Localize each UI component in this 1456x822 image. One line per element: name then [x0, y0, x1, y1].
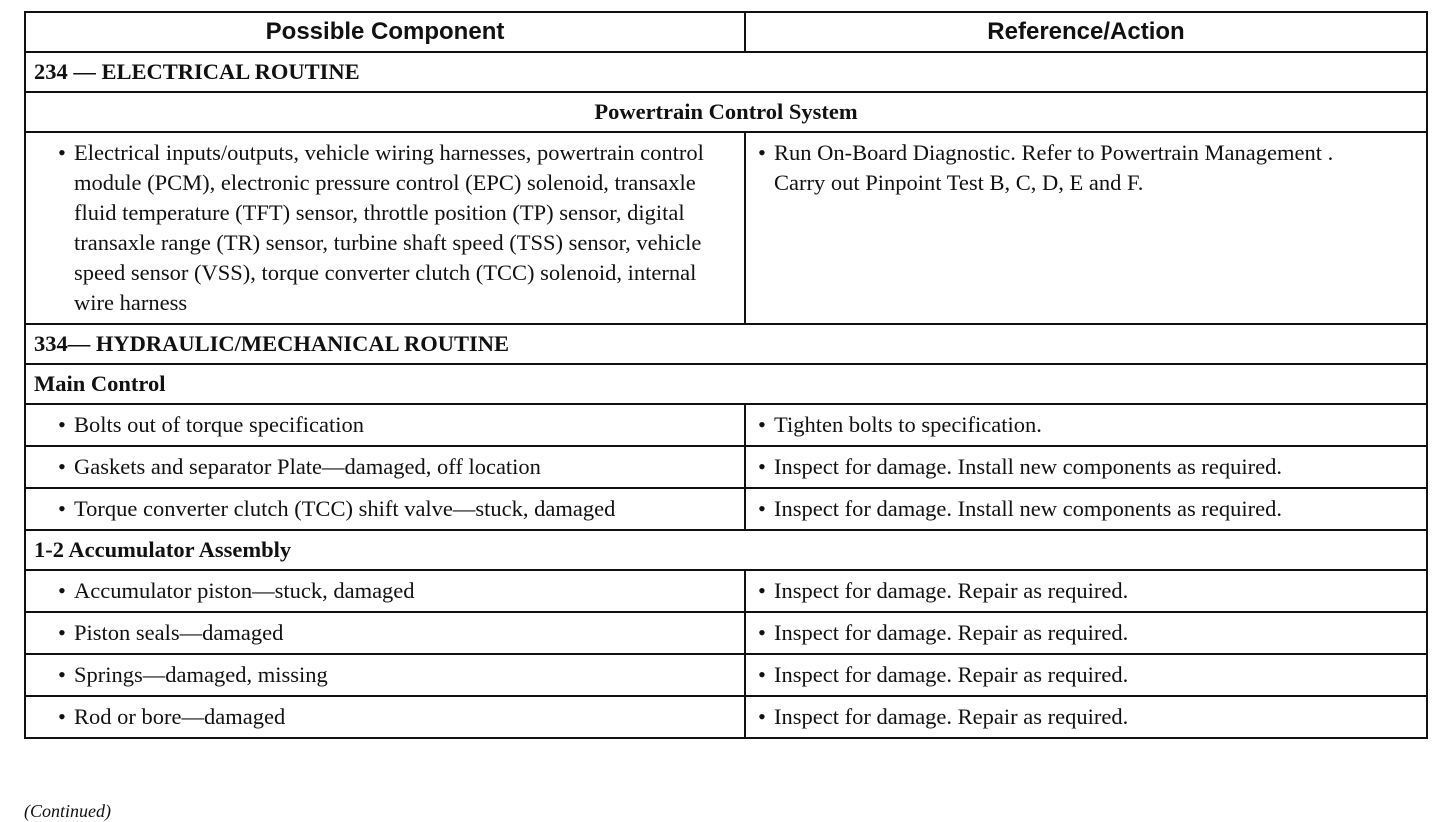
possible-component-cell [25, 654, 745, 696]
possible-component-cell [25, 612, 745, 654]
component-text: Springs—damaged, missing [74, 662, 328, 687]
action-text: Inspect for damage. Repair as required. [774, 662, 1129, 687]
bullet-icon: • [58, 620, 66, 645]
table-row [25, 446, 1427, 488]
table-row [25, 132, 1427, 324]
possible-component-cell [25, 132, 745, 324]
reference-action-cell [745, 404, 1427, 446]
bullet-icon: • [58, 412, 66, 437]
component-text: Rod or bore—damaged [74, 704, 286, 729]
table-row [25, 612, 1427, 654]
reference-action-cell [745, 446, 1427, 488]
header-reference-action: Reference/Action [745, 12, 1427, 52]
action-text: Inspect for damage. Repair as required. [774, 704, 1129, 729]
possible-component-cell [25, 446, 745, 488]
table-row [25, 654, 1427, 696]
possible-component-cell [25, 696, 745, 738]
routine-section-row [25, 52, 1427, 92]
action-text: Carry out Pinpoint Test B, C, D, E and F. [774, 170, 1144, 195]
action-text: Inspect for damage. Repair as required. [774, 620, 1129, 645]
reference-action-cell [745, 696, 1427, 738]
component-text: Gaskets and separator Plate—damaged, off location [74, 454, 541, 479]
diagnostic-table-page [24, 11, 1426, 821]
bullet-icon: • [758, 412, 766, 437]
reference-action-cell [745, 132, 1427, 324]
bullet-icon: • [758, 454, 766, 479]
table-row [25, 570, 1427, 612]
reference-action-cell [745, 654, 1427, 696]
continued-note: (Continued) [24, 801, 111, 821]
bullet-icon: • [758, 704, 766, 729]
action-text: Tighten bolts to specification. [774, 412, 1042, 437]
possible-component-cell [25, 488, 745, 530]
action-text: Inspect for damage. Install new components as required. [774, 454, 1282, 479]
table-row [25, 404, 1427, 446]
action-text: Run On-Board Diagnostic. Refer to Powertrain Management . [774, 140, 1334, 165]
section-heading: 234 — ELECTRICAL ROUTINE [25, 52, 1427, 92]
bullet-icon: • [58, 496, 66, 521]
reference-action-cell [745, 488, 1427, 530]
table-body [25, 52, 1427, 738]
component-group-row [25, 364, 1427, 404]
component-text: Piston seals—damaged [74, 620, 284, 645]
component-group-row [25, 92, 1427, 132]
component-group-row [25, 530, 1427, 570]
component-text: Accumulator piston—stuck, damaged [74, 578, 415, 603]
reference-action-cell [745, 570, 1427, 612]
bullet-icon: • [58, 454, 66, 479]
bullet-icon: • [758, 578, 766, 603]
section-heading: 334— HYDRAULIC/MECHANICAL ROUTINE [25, 324, 1427, 364]
bullet-icon: • [758, 620, 766, 645]
bullet-icon: • [758, 662, 766, 687]
component-text: Bolts out of torque specification [74, 412, 364, 437]
section-heading: 1-2 Accumulator Assembly [25, 530, 1427, 570]
header-possible-component: Possible Component [25, 12, 745, 52]
bullet-icon: • [758, 140, 766, 165]
bullet-icon: • [758, 496, 766, 521]
reference-action-cell [745, 612, 1427, 654]
bullet-icon: • [58, 704, 66, 729]
table-header-row [25, 12, 1427, 52]
section-heading: Main Control [25, 364, 1427, 404]
bullet-icon: • [58, 578, 66, 603]
table-row [25, 696, 1427, 738]
table-row [25, 488, 1427, 530]
action-text: Inspect for damage. Install new components as required. [774, 496, 1282, 521]
section-heading: Powertrain Control System [25, 92, 1427, 132]
routine-section-row [25, 324, 1427, 364]
component-text: Torque converter clutch (TCC) shift valve—stuck, damaged [74, 496, 616, 521]
component-text: Electrical inputs/outputs, vehicle wiring harnesses, powertrain control module (PCM), electronic pressure control (EPC) solenoid, transaxle fluid temperature (TFT) sensor, throttle position (TP) sensor, digital transaxle range (TR) sensor, turbine shaft speed (TSS) sensor, vehicle speed sensor (VSS), torque converter clutch (TCC) solenoid, internal wire harness [74, 140, 704, 315]
bullet-icon: • [58, 140, 66, 165]
possible-component-cell [25, 570, 745, 612]
possible-component-cell [25, 404, 745, 446]
symptom-chart-table [24, 11, 1428, 739]
action-text: Inspect for damage. Repair as required. [774, 578, 1129, 603]
bullet-icon: • [58, 662, 66, 687]
